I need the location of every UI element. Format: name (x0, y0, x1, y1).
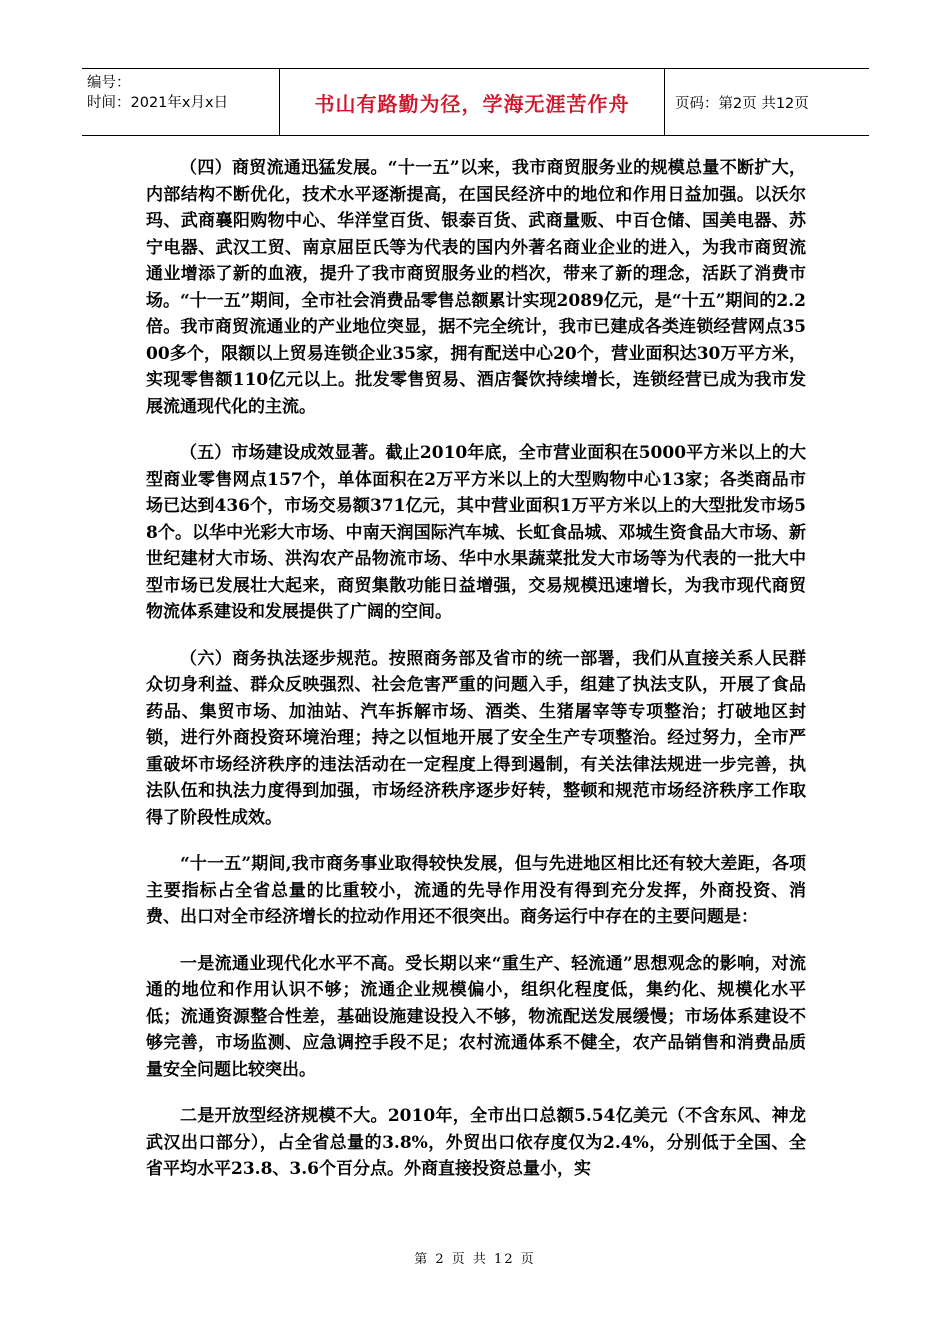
document-date: 时间：2021年x月x日 (87, 95, 229, 111)
paragraph-law-enforcement: （六）商务执法逐步规范。按照商务部及省市的统一部署，我们从直接关系人民群众切身利益、群众反映强烈、社会危害严重的问题入手，组建了执法支队，开展了食品药品、集贸市场、加油站、汽车拆解市场、酒类、生猪屠宰等专项整治；打破地区封锁，进行外商投资环境治理；持之以恒地开展了安全生产专项整治。经过努力，全市严重破坏市场经济秩序的违法活动在一定程度上得到遏制，有关法律法规进一步完善，执法队伍和执法力度得到加强，市场经济秩序逐步好转，整顿和规范市场经济秩序工作取得了阶段性成效。 (146, 648, 806, 828)
paragraph-market-construction: （五）市场建设成效显著。截止2010年底，全市营业面积在5000平方米以上的大型商业零售网点157个，单体面积在2万平方米以上的大型购物中心13家；各类商品市场已达到436个，市场交易额371亿元，其中营业面积1万平方米以上的大型批发市场58个。以华中光彩大市场、中南天润国际汽车城、长虹食品城、邓城生资食品大市场、新世纪建材大市场、洪沟农产品物流市场、华中水果蔬菜批发大市场等为代表的一批大中型市场已发展壮大起来，商贸集散功能日益增强，交易规模迅速增长，为我市现代商贸物流体系建设和发展提供了广阔的空间。 (146, 443, 806, 622)
document-body (146, 155, 806, 1203)
header-page-info-cell (665, 69, 869, 135)
paragraph-problem-two: 二是开放型经济规模不大。2010年，全市出口总额5.54亿美元（不含东风、神龙武汉出口部分），占全省总量的3.8%，外贸出口依存度仅为2.4%，分别低于全国、全省平均水平23.8、3.6个百分点。外商直接投资总量小，实 (146, 1106, 806, 1179)
page-header (82, 68, 869, 136)
header-motto-cell (280, 69, 665, 135)
header-left-cell (82, 69, 280, 135)
header-motto: 书山有路勤为径，学海无涯苦作舟 (314, 91, 630, 116)
header-page-info: 页码：第2页 共12页 (675, 95, 809, 112)
document-number-label: 编号： (87, 75, 131, 91)
paragraph-main-problems-intro: “十一五”期间,我市商务事业取得较快发展，但与先进地区相比还有较大差距，各项主要指标占全省总量的比重较小，流通的先导作用没有得到充分发挥，外商投资、消费、出口对全市经济增长的拉动作用还不很突出。商务运行中存在的主要问题是： (146, 854, 806, 927)
paragraph-problem-one: 一是流通业现代化水平不高。受长期以来“重生产、轻流通”思想观念的影响，对流通的地位和作用认识不够；流通企业规模偏小，组织化程度低，集约化、规模化水平低；流通资源整合性差，基础设施建设投入不够，物流配送发展缓慢；市场体系建设不够完善，市场监测、应急调控手段不足；农村流通体系不健全，农产品销售和消费品质量安全问题比较突出。 (146, 953, 806, 1080)
page-footer: 第 2 页 共 12 页 (414, 1252, 536, 1267)
paragraph-commerce-development: （四）商贸流通迅猛发展。“十一五”以来，我市商贸服务业的规模总量不断扩大，内部结构不断优化，技术水平逐渐提高，在国民经济中的地位和作用日益加强。以沃尔玛、武商襄阳购物中心、华洋堂百货、银泰百货、武商量贩、中百仓储、国美电器、苏宁电器、武汉工贸、南京屈臣氏等为代表的国内外著名商业企业的进入，为我市商贸流通业增添了新的血液，提升了我市商贸服务业的档次，带来了新的理念，活跃了消费市场。“十一五”期间，全市社会消费品零售总额累计实现2089亿元，是“十五”期间的2.2倍。我市商贸流通业的产业地位突显，据不完全统计，我市已建成各类连锁经营网点3500多个，限额以上贸易连锁企业35家，拥有配送中心20个，营业面积达30万平方米，实现零售额110亿元以上。批发零售贸易、酒店餐饮持续增长，连锁经营已成为我市发展流通现代化的主流。 (146, 158, 807, 417)
